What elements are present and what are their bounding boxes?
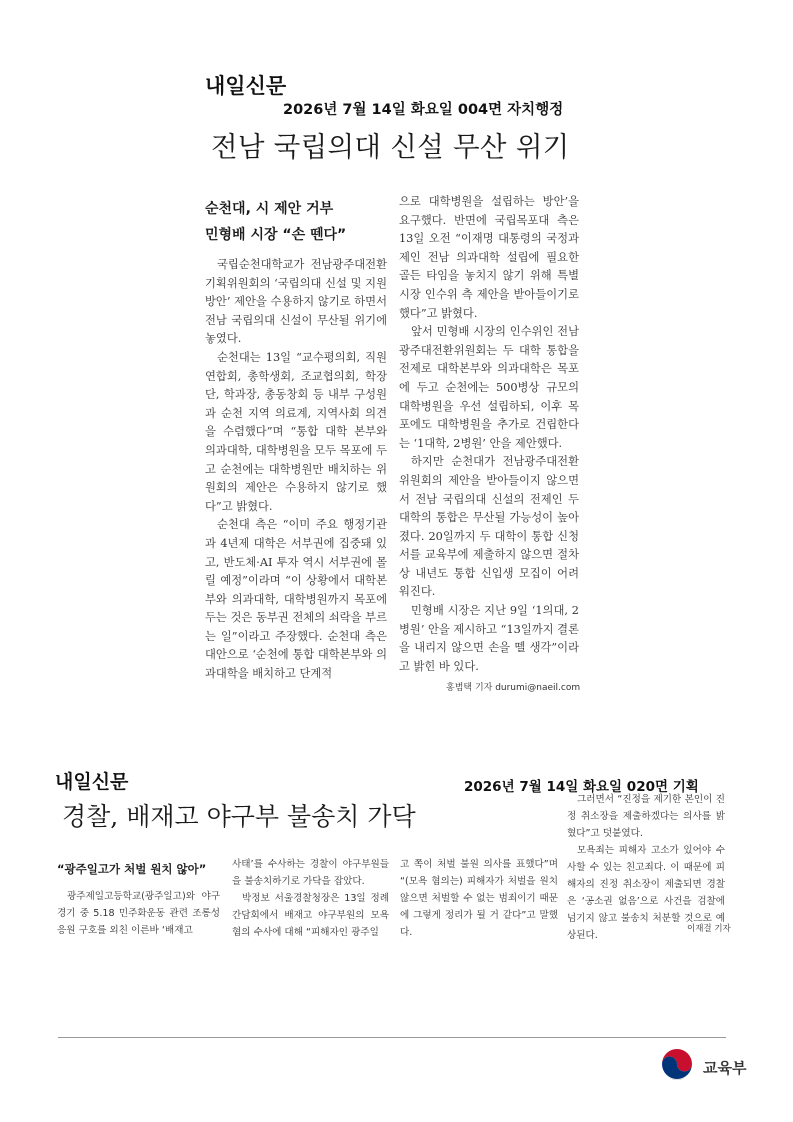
subhead-line: 순천대, 시 제안 거부 [205,201,334,217]
reporter-byline: 이재걸 기자 [687,924,731,934]
article-dateline: 2026년 7월 14일 화요일 020면 기획 [464,779,699,795]
article-column-1 [57,888,220,939]
subhead-line: 민형배 시장 “손 뗀다” [205,227,347,243]
paragraph: 사태’를 수사하는 경찰이 야구부원들을 불송치하기로 가닥을 잡았다. [232,859,389,887]
paragraph: 광주제일고등학교(광주일고)와 야구경기 중 5.18 민주화운동 관련 조롱성 응원 구호를 외친 이른바 ‘배재고 [57,891,220,936]
article-column-1 [205,196,387,684]
newspaper-name: 내일신문 [205,74,287,98]
paragraph: 고 쪽이 처벌 불원 의사를 표했다”며 “(모욕 혐의는) 피해자가 처벌을 원치 않으면 처벌할 수 없는 범죄이기 때문에 그렇게 정리가 될 거 같다”고 말했다. [400,859,558,938]
footer-divider [58,1037,726,1038]
article-column-2 [399,193,579,676]
reporter-byline: 홍범택 기자 durumi@naeil.com [446,683,581,693]
article-headline: 경찰, 배재고 야구부 불송치 가닥 [62,802,416,831]
paragraph: 순천대는 13일 “교수평의회, 직원연합회, 총학생회, 조교협의회, 학장단, 학과장, 총동창회 등 내부 구성원과 순천 지역 의료계, 지역사회 의견을 수렴했다”며 “통합 대학 본부와 의과대학, 대학병원을 모두 목포에 두고 순천에는 대학병원만 배치하는 위원회의 제안은 수용하지 않기로 했다”고 밝혔다. [205,350,387,513]
paragraph: 순천대 측은 “이미 주요 행정기관과 4년제 대학은 서부권에 집중돼 있고, 반도체·AI 투자 역시 서부권에 몰릴 예정”이라며 “이 상황에서 대학본부와 의과대학, 대학병원까지 목포에 두는 것은 동부권 전체의 쇠락을 부르는 일”이라고 주장했다. 순천대 측은 대안으로 ‘순천에 통합 대학본부와 의과대학을 배치하고 단계적 [205,518,387,681]
taegeuk-emblem-icon [659,1047,695,1083]
paragraph: 민형배 시장은 지난 9일 ‘1의대, 2병원’ 안을 제시하고 “13일까지 결론을 내리지 않으면 손을 뗄 생각”이라고 밝힌 바 있다. [399,604,579,673]
paragraph: 앞서 민형배 시장의 인수위인 전남광주대전환위원회는 두 대학 통합을 전제로 대학본부와 의과대학은 목포에 두고 순천에는 500병상 규모의 대학병원을 우선 설립하되, 이후 목포에도 대학병원을 추가로 건립한다는 ‘1대학, 2병원’ 안을 제안했다. [399,325,579,450]
article-column-3 [400,856,558,941]
article-subheads [205,196,387,248]
newspaper-name: 내일신문 [55,771,129,793]
article-headline: 전남 국립의대 신설 무산 위기 [211,131,570,163]
article-dateline: 2026년 7월 14일 화요일 004면 자치행정 [283,102,564,118]
ministry-name: 교육부 [703,1059,747,1077]
paragraph: 으로 대학병원을 설립하는 방안’을 요구했다. 반면에 국립목포대 측은 13일 오전 “이재명 대통령의 국정과제인 전남 의과대학 설립에 필요한 골든 타임을 놓치지 않기 위해 특별시장 인수위 측 제안을 받아들이기로 했다”고 밝혔다. [399,195,579,320]
paragraph: 국립순천대학교가 전남광주대전환기획위원회의 ‘국립의대 신설 및 지원방안’ 제안을 수용하지 않기로 하면서 전남 국립의대 신설이 무산될 위기에 놓였다. [205,258,387,346]
paragraph: 모욕죄는 피해자 고소가 있어야 수사할 수 있는 친고죄다. 이 때문에 피해자의 진정 취소장이 제출되면 경찰은 ‘공소권 없음’으로 사건을 검찰에 넘기지 않고 불송치 처분할 것으로 예상된다. [567,845,725,941]
paragraph: 박정보 서울경찰청장은 13일 정례간담회에서 배재고 야구부원의 모욕혐의 수사에 대해 “피해자인 광주일 [232,893,389,938]
article-subhead: “광주일고가 처벌 원치 않아” [57,862,207,876]
article-column-2 [232,856,389,941]
paragraph: 하지만 순천대가 전남광주대전환위원회의 제안을 받아들이지 않으면서 전남 국립의대 신설의 전제인 두 대학의 통합은 무산될 가능성이 높아졌다. 20일까지 두 대학이 통합 신청서를 교육부에 제출하지 않으면 절차상 내년도 통합 신입생 모집이 어려워진다. [399,455,579,599]
paragraph: 그러면서 “진정을 제기한 본인이 진정 취소장을 제출하겠다는 의사를 밝혔다”고 덧붙였다. [567,794,725,839]
